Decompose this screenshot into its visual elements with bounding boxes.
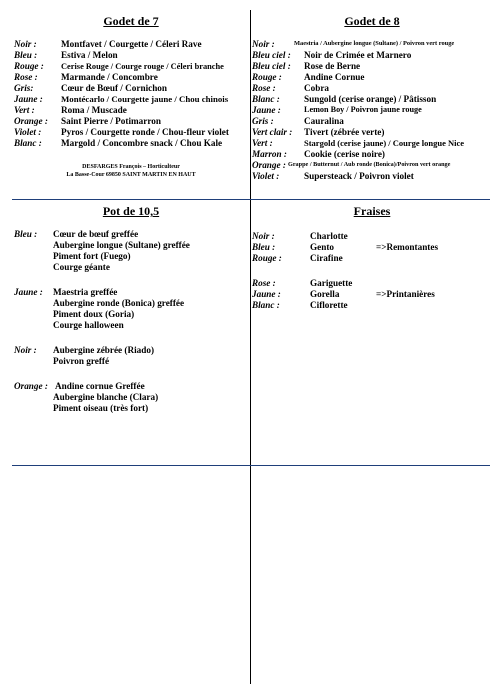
variety-text: Andine cornue Greffée bbox=[55, 381, 145, 391]
list-item bbox=[252, 94, 492, 105]
color-label: Rouge : bbox=[14, 61, 44, 71]
list-item bbox=[14, 298, 248, 309]
color-label: Orange : bbox=[14, 116, 48, 126]
variety-text: Marmande / Concombre bbox=[61, 72, 158, 82]
list-item bbox=[252, 61, 492, 72]
producer-info bbox=[14, 163, 248, 179]
variety-text: Aubergine longue (Sultane) greffée bbox=[53, 240, 190, 250]
variety-text: Gariguette bbox=[310, 278, 353, 288]
list-item bbox=[14, 251, 248, 262]
variety-text: Poivron greffé bbox=[53, 356, 110, 366]
color-label: Orange : bbox=[14, 381, 48, 391]
color-group bbox=[14, 345, 248, 367]
vertical-divider bbox=[250, 10, 251, 684]
list-item bbox=[14, 72, 248, 83]
color-label: Noir : bbox=[14, 345, 37, 355]
variety-text: Courge halloween bbox=[53, 320, 124, 330]
color-label: Rose : bbox=[14, 72, 38, 82]
list-item bbox=[14, 262, 248, 273]
list-item bbox=[252, 39, 492, 50]
section-fraises bbox=[252, 204, 492, 311]
color-label: Noir : bbox=[252, 231, 275, 241]
variety-text: Gento bbox=[310, 242, 334, 252]
list-item bbox=[252, 105, 492, 116]
section-godet-8 bbox=[252, 14, 492, 182]
horizontal-divider-bottom bbox=[12, 465, 490, 466]
list-item bbox=[14, 403, 248, 414]
variety-text: Supersteack / Poivron violet bbox=[304, 171, 414, 181]
color-label: Marron : bbox=[252, 149, 287, 159]
list-item bbox=[14, 320, 248, 331]
list-item bbox=[252, 149, 492, 160]
list-item bbox=[14, 50, 248, 61]
variety-text: Piment doux (Goria) bbox=[53, 309, 135, 319]
list-item bbox=[14, 116, 248, 127]
list-item bbox=[252, 300, 492, 311]
list-item bbox=[14, 240, 248, 251]
color-label: Bleu ciel : bbox=[252, 50, 291, 60]
variety-text: Stargold (cerise jaune) / Courge longue Nice bbox=[304, 138, 465, 148]
list-item bbox=[14, 229, 248, 240]
variety-text: Sungold (cerise orange) / Pâtisson bbox=[304, 94, 437, 104]
list-item bbox=[14, 127, 248, 138]
color-label: Blanc : bbox=[252, 94, 280, 104]
color-label: Bleu ciel : bbox=[252, 61, 291, 71]
variety-text: Cirafine bbox=[310, 253, 343, 263]
variety-text: Cerise Rouge / Courge rouge / Céleri branche bbox=[61, 62, 224, 71]
list-item bbox=[252, 160, 492, 171]
color-label: Violet : bbox=[252, 171, 280, 181]
list-item bbox=[14, 356, 248, 367]
color-label: Vert clair : bbox=[252, 127, 293, 137]
variety-text: Maestria greffée bbox=[53, 287, 118, 297]
variety-text: Estiva / Melon bbox=[61, 50, 118, 60]
color-group bbox=[14, 381, 248, 414]
color-group bbox=[14, 229, 248, 273]
color-label: Jaune : bbox=[252, 105, 281, 115]
list-item bbox=[14, 392, 248, 403]
variety-text: Montécarlo / Courgette jaune / Chou chinois bbox=[61, 94, 229, 104]
variety-text: Tivert (zébrée verte) bbox=[304, 127, 385, 137]
section-title: Fraises bbox=[353, 204, 391, 218]
color-label: Blanc : bbox=[252, 300, 280, 310]
variety-text: Cauralina bbox=[304, 116, 344, 126]
list-item bbox=[252, 289, 492, 300]
color-label: Rose : bbox=[252, 83, 276, 93]
list-item bbox=[252, 171, 492, 182]
color-label: Jaune : bbox=[252, 289, 281, 299]
variety-text: Pyros / Courgette ronde / Chou-fleur violet bbox=[61, 127, 229, 137]
color-group bbox=[14, 287, 248, 331]
color-label: Jaune : bbox=[14, 287, 43, 297]
list-item bbox=[14, 345, 248, 356]
variety-text: Noir de Crimée et Marnero bbox=[304, 50, 412, 60]
color-label: Vert : bbox=[14, 105, 35, 115]
list-item bbox=[14, 61, 248, 72]
variety-text: Lemon Boy / Poivron jaune rouge bbox=[304, 105, 422, 114]
section-godet-7 bbox=[14, 14, 248, 179]
list-item bbox=[14, 94, 248, 105]
color-label: Violet : bbox=[14, 127, 42, 137]
list-item bbox=[14, 381, 248, 392]
variety-text: Charlotte bbox=[310, 231, 348, 241]
list-item bbox=[252, 50, 492, 61]
variety-text: Rose de Berne bbox=[304, 61, 361, 71]
producer-address: La Basse-Cour 69850 SAINT MARTIN EN HAUT bbox=[66, 172, 196, 178]
variety-text: Saint Pierre / Potimarron bbox=[61, 116, 161, 126]
color-label: Bleu : bbox=[252, 242, 276, 252]
color-label: Bleu : bbox=[14, 50, 38, 60]
variety-text: Margold / Concombre snack / Chou Kale bbox=[61, 138, 223, 148]
variety-text: Cœur de bœuf greffée bbox=[53, 229, 139, 239]
color-label: Bleu : bbox=[14, 229, 38, 239]
list-item bbox=[252, 242, 492, 253]
color-label: Vert : bbox=[252, 138, 273, 148]
list-item bbox=[14, 105, 248, 116]
list-item bbox=[14, 287, 248, 298]
variety-text: Andine Cornue bbox=[304, 72, 365, 82]
color-label: Jaune : bbox=[14, 94, 43, 104]
list-item bbox=[252, 231, 492, 242]
list-item bbox=[252, 116, 492, 127]
list-item bbox=[252, 127, 492, 138]
horizontal-divider-top bbox=[12, 199, 490, 200]
color-label: Gris: bbox=[14, 83, 34, 93]
list-item bbox=[252, 138, 492, 149]
variety-text: Cœur de Bœuf / Cornichon bbox=[61, 83, 168, 93]
season-note: =>Printanières bbox=[376, 289, 435, 299]
color-label: Rouge : bbox=[252, 253, 282, 263]
color-label: Gris : bbox=[252, 116, 274, 126]
list-item bbox=[14, 309, 248, 320]
color-label: Noir : bbox=[14, 39, 37, 49]
producer-name: DESFARGES François – Horticulteur bbox=[82, 164, 180, 170]
list-item bbox=[14, 83, 248, 94]
color-label: Rouge : bbox=[252, 72, 282, 82]
variety-text: Montfavet / Courgette / Céleri Rave bbox=[61, 39, 202, 49]
season-note: =>Remontantes bbox=[376, 242, 439, 252]
variety-text: Grappe / Butternut / Aub ronde (Bonica)/Poivron vert orange bbox=[288, 161, 451, 168]
list-item bbox=[252, 253, 492, 264]
list-item bbox=[252, 278, 492, 289]
variety-text: Aubergine blanche (Clara) bbox=[53, 392, 159, 402]
list-item bbox=[14, 138, 248, 149]
section-pot-10-5 bbox=[14, 204, 248, 428]
variety-text: Aubergine ronde (Bonica) greffée bbox=[53, 298, 185, 308]
variety-text: Cookie (cerise noire) bbox=[304, 149, 385, 159]
variety-text: Cobra bbox=[304, 83, 330, 93]
color-label: Noir : bbox=[252, 39, 275, 49]
section-title: Pot de 10,5 bbox=[102, 204, 160, 218]
list-item bbox=[14, 39, 248, 50]
list-item bbox=[252, 72, 492, 83]
variety-text: Piment fort (Fuego) bbox=[53, 251, 131, 261]
section-title: Godet de 7 bbox=[103, 14, 159, 28]
variety-text: Ciflorette bbox=[310, 300, 348, 310]
color-label: Orange : bbox=[252, 160, 286, 170]
list-item bbox=[252, 83, 492, 94]
variety-text: Courge géante bbox=[53, 262, 110, 272]
color-label: Rose : bbox=[252, 278, 276, 288]
section-title: Godet de 8 bbox=[344, 14, 400, 28]
variety-text: Aubergine zébrée (Riado) bbox=[53, 345, 155, 355]
variety-text: Roma / Muscade bbox=[61, 105, 127, 115]
variety-text: Maestria / Aubergine longue (Sultane) / Poivron vert rouge bbox=[294, 40, 455, 47]
color-label: Blanc : bbox=[14, 138, 42, 148]
variety-text: Gorella bbox=[310, 289, 340, 299]
variety-text: Piment oiseau (très fort) bbox=[53, 403, 149, 413]
